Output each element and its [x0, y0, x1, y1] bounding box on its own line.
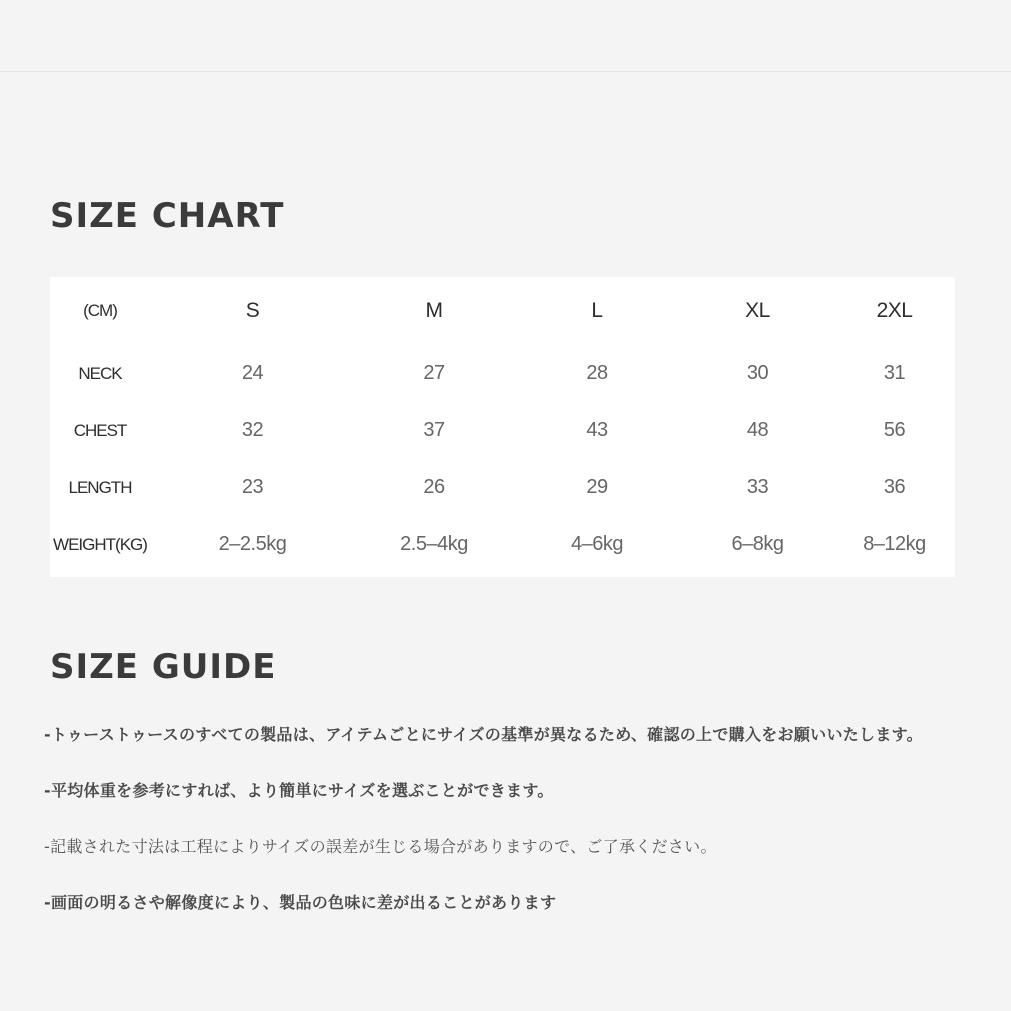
table-row-neck — [50, 345, 955, 402]
size-column-l: L — [591, 299, 603, 322]
table-cell: 30 — [746, 362, 769, 384]
table-row-weight — [50, 516, 955, 573]
table-cell: 37 — [423, 419, 445, 441]
size-chart-heading: SIZE CHART — [50, 196, 285, 236]
table-cell: 2.5–4kg — [400, 533, 468, 555]
row-label-neck: NECK — [78, 363, 122, 383]
guide-note: -記載された寸法は工程によりサイズの誤差が生じる場合がありますので、ご了承ください。 — [44, 837, 717, 856]
unit-label: (CM) — [83, 301, 117, 320]
table-cell: 28 — [586, 362, 608, 384]
size-chart-table — [50, 277, 955, 573]
top-divider — [0, 71, 1011, 72]
table-cell: 4–6kg — [571, 533, 623, 555]
table-row-chest — [50, 402, 955, 459]
table-cell: 27 — [423, 362, 445, 384]
table-cell: 24 — [241, 362, 264, 384]
table-row-length — [50, 459, 955, 516]
row-label-chest: CHEST — [73, 420, 127, 440]
table-cell: 8–12kg — [863, 533, 926, 555]
table-cell: 32 — [241, 419, 264, 441]
table-cell: 36 — [883, 476, 906, 498]
table-cell: 2–2.5kg — [218, 533, 287, 555]
size-column-m: M — [425, 299, 443, 322]
table-cell: 6–8kg — [731, 533, 784, 555]
size-column-2xl: 2XL — [876, 299, 913, 322]
table-cell: 31 — [883, 362, 906, 384]
guide-note: -平均体重を参考にすれば、より簡単にサイズを選ぶことができます。 — [44, 781, 554, 800]
table-cell: 29 — [586, 476, 608, 498]
table-cell: 23 — [241, 476, 264, 498]
table-cell: 26 — [423, 476, 445, 498]
size-guide-heading: SIZE GUIDE — [50, 647, 277, 687]
size-guide-notes — [44, 722, 923, 946]
table-cell: 33 — [746, 476, 769, 498]
table-cell: 43 — [586, 419, 608, 441]
guide-note: -トゥーストゥースのすべての製品は、アイテムごとにサイズの基準が異なるため、確認の上で購入をお願いいたします。 — [44, 725, 923, 744]
size-chart-table-panel — [50, 277, 955, 577]
size-column-s: S — [245, 299, 260, 322]
size-column-xl: XL — [745, 299, 770, 322]
guide-note: -画面の明るさや解像度により、製品の色味に差が出ることがあります — [44, 893, 557, 912]
table-cell: 56 — [883, 419, 906, 441]
table-cell: 48 — [746, 419, 769, 441]
row-label-weight: WEIGHT(KG) — [53, 534, 147, 554]
row-label-length: LENGTH — [68, 477, 132, 497]
size-header-row — [50, 277, 955, 345]
